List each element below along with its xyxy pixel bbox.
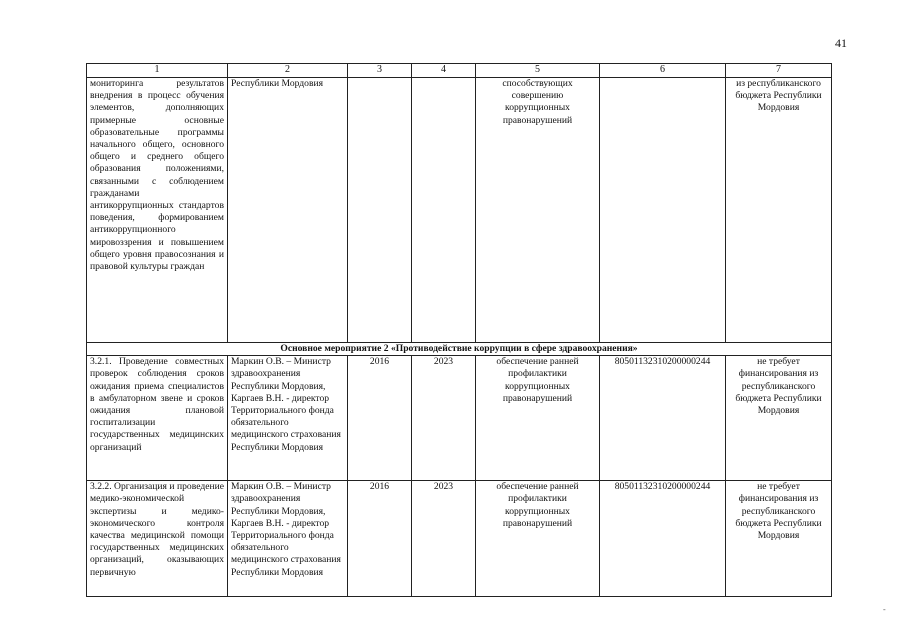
- funding-note: из республиканского бюджета Республики Мордовия: [726, 78, 832, 343]
- funding-note: не требует финансирования из республиканского бюджета Республики Мордовия: [726, 481, 832, 597]
- funding-note: не требует финансирования из республиканского бюджета Республики Мордовия: [726, 356, 832, 481]
- column-number: 3: [348, 64, 412, 78]
- end-year: 2023: [412, 356, 476, 481]
- column-number: 7: [726, 64, 832, 78]
- page-number: 41: [835, 36, 847, 50]
- budget-code: 80501132310200000244: [600, 356, 726, 481]
- start-year: [348, 78, 412, 343]
- column-number: 1: [87, 64, 228, 78]
- end-year: 2023: [412, 481, 476, 597]
- measures-table: [86, 63, 832, 597]
- responsible-executor: Республики Мордовия: [228, 78, 348, 343]
- measure-description: 3.2.2. Организация и проведение медико-экономической экспертизы и медико-экономического контроля качества медицинской помощи государственных медицинских организаций, оказывающих первичную: [87, 481, 228, 597]
- corner-mark: -: [883, 605, 886, 614]
- start-year: 2016: [348, 356, 412, 481]
- expected-result: обеспечение ранней профилактики коррупционных правонарушений: [476, 481, 600, 597]
- expected-result: обеспечение ранней профилактики коррупционных правонарушений: [476, 356, 600, 481]
- measure-description: 3.2.1. Проведение совместных проверок соблюдения сроков ожидания приема специалистов в амбулаторном звене и сроков ожидания плановой госпитализации государственных медицинских организаций: [87, 356, 228, 481]
- table-row-continued: [87, 78, 832, 343]
- column-number: 5: [476, 64, 600, 78]
- column-number: 4: [412, 64, 476, 78]
- column-number: 6: [600, 64, 726, 78]
- column-number-row: [87, 64, 832, 78]
- column-number: 2: [228, 64, 348, 78]
- table-row: [87, 481, 832, 597]
- expected-result: способствующих совершению коррупционных правонарушений: [476, 78, 600, 343]
- section-header-row: [87, 343, 832, 356]
- measure-description: мониторинга результатов внедрения в процесс обучения элементов, дополняющих примерные основные образовательные программы начального общего, основного общего и среднего общего образования положениями, связанными с соблюдением гражданами антикоррупционных стандартов поведения, формированием антикоррупционного мировоззрения и повышением общего уровня правосознания и правовой культуры граждан: [87, 78, 228, 343]
- start-year: 2016: [348, 481, 412, 597]
- budget-code: [600, 78, 726, 343]
- responsible-executor: Маркин О.В. – Министр здравоохранения Республики Мордовия, Каргаев В.Н. - директор Территориального фонда обязательного медицинского страхования Республики Мордовия: [228, 481, 348, 597]
- budget-code: 80501132310200000244: [600, 481, 726, 597]
- table-row: [87, 356, 832, 481]
- section-header: Основное мероприятие 2 «Противодействие коррупции в сфере здравоохранения»: [87, 343, 832, 356]
- responsible-executor: Маркин О.В. – Министр здравоохранения Республики Мордовия, Каргаев В.Н. - директор Территориального фонда обязательного медицинского страхования Республики Мордовия: [228, 356, 348, 481]
- end-year: [412, 78, 476, 343]
